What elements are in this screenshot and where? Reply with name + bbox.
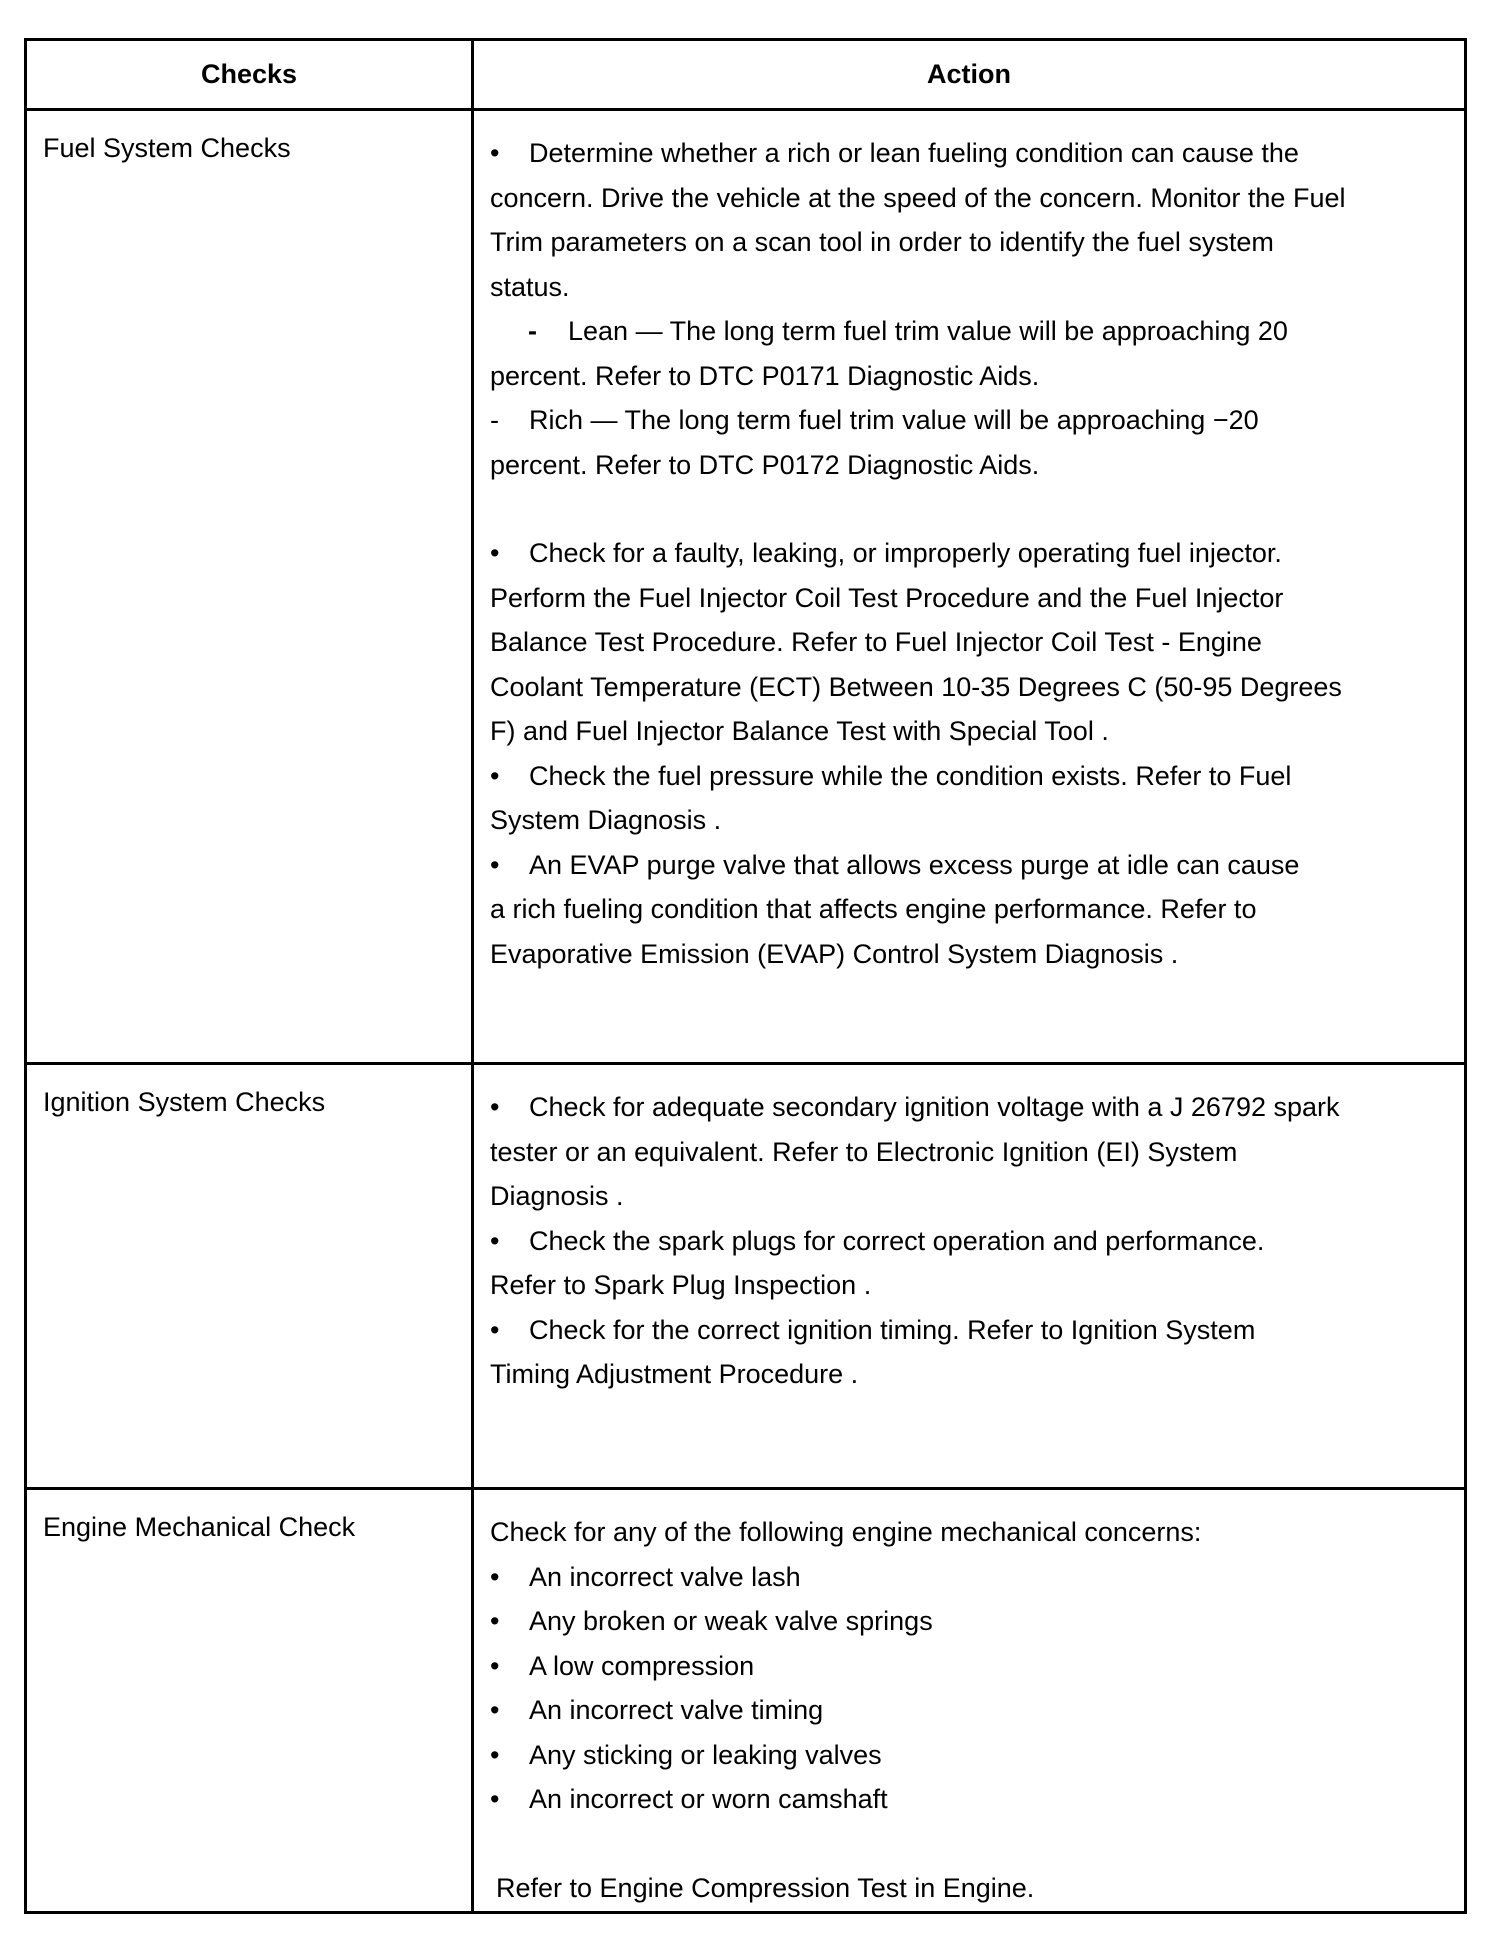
- action-text: status.: [490, 271, 570, 302]
- check-name: Engine Mechanical Check: [43, 1512, 356, 1542]
- action-text: Determine whether a rich or lean fueling condition can cause the: [529, 138, 1299, 168]
- action-line: [490, 1263, 1464, 1308]
- action-text: Evaporative Emission (EVAP) Control System Diagnosis .: [490, 938, 1179, 969]
- action-line: [490, 887, 1464, 932]
- bullet-icon: •: [490, 538, 500, 568]
- bullet-icon: •: [490, 1092, 500, 1122]
- action-line: [490, 1352, 1464, 1397]
- action-cell: [473, 110, 1466, 1064]
- action-text: a rich fueling condition that affects engine performance. Refer to: [490, 894, 1257, 924]
- bullet-icon: •: [490, 1606, 500, 1636]
- action-line: [490, 354, 1464, 399]
- check-name-cell: [26, 110, 473, 1064]
- action-line: [490, 1777, 1464, 1822]
- bullet-icon: •: [490, 138, 500, 168]
- action-text: Refer to Spark Plug Inspection .: [490, 1270, 872, 1300]
- action-line: [490, 531, 1464, 576]
- action-text: Perform the Fuel Injector Coil Test Procedure and the Fuel Injector: [490, 582, 1284, 613]
- check-name: Fuel System Checks: [43, 133, 291, 163]
- action-line: [490, 220, 1464, 265]
- action-text: Rich — The long term fuel trim value will be approaching −20: [529, 405, 1259, 435]
- action-line: [490, 754, 1464, 799]
- action-line: [490, 1733, 1464, 1778]
- action-text: Timing Adjustment Procedure .: [490, 1359, 859, 1389]
- action-line: [490, 932, 1464, 977]
- action-text: An EVAP purge valve that allows excess purge at idle can cause: [529, 849, 1300, 880]
- action-text: Lean — The long term fuel trim value will be approaching 20: [568, 316, 1288, 346]
- action-line: [490, 709, 1464, 754]
- table-header-row: [26, 40, 1466, 110]
- action-text: Balance Test Procedure. Refer to Fuel Injector Coil Test - Engine: [490, 627, 1262, 657]
- action-text: Any broken or weak valve springs: [529, 1606, 933, 1636]
- action-text: concern. Drive the vehicle at the speed of the concern. Monitor the Fuel: [490, 182, 1346, 213]
- table-row: [26, 1489, 1466, 1913]
- action-line: [490, 309, 1464, 354]
- action-line: [490, 1130, 1464, 1175]
- check-name-cell: [26, 1064, 473, 1489]
- action-text: System Diagnosis .: [490, 805, 722, 835]
- action-text: Check for adequate secondary ignition voltage with a J 26792 spark: [529, 1092, 1340, 1122]
- action-line: [490, 665, 1464, 710]
- dash-icon: -: [528, 316, 537, 346]
- action-line: [490, 798, 1464, 843]
- action-line: [490, 1174, 1464, 1219]
- bullet-icon: •: [490, 1561, 500, 1592]
- action-text: Check for the correct ignition timing. Refer to Ignition System: [529, 1314, 1256, 1345]
- bullet-icon: •: [490, 1784, 500, 1814]
- action-text: Check the spark plugs for correct operation and performance.: [529, 1225, 1265, 1256]
- action-line: [490, 1688, 1464, 1733]
- action-line: [490, 1510, 1464, 1555]
- action-text: tester or an equivalent. Refer to Electronic Ignition (EI) System: [490, 1136, 1238, 1167]
- action-text: Any sticking or leaking valves: [529, 1739, 882, 1770]
- action-text: Diagnosis .: [490, 1181, 624, 1211]
- table-row: [26, 110, 1466, 1064]
- action-text: percent. Refer to DTC P0172 Diagnostic Aids.: [490, 449, 1040, 480]
- action-line: [490, 398, 1464, 443]
- bullet-icon: •: [490, 1739, 500, 1770]
- action-cell: [473, 1489, 1466, 1913]
- action-text: Check for any of the following engine mechanical concerns:: [490, 1517, 1202, 1547]
- header-action: Action: [473, 40, 1466, 110]
- action-text: Refer to Engine Compression Test in Engine.: [496, 1872, 1035, 1903]
- action-text: Coolant Temperature (ECT) Between 10-35 Degrees C (50-95 Degrees: [490, 671, 1342, 702]
- action-line: [490, 1644, 1464, 1689]
- diagnostic-checks-table: [24, 38, 1467, 1914]
- dash-icon: -: [490, 405, 499, 435]
- action-line: [490, 131, 1464, 176]
- action-line: [490, 1219, 1464, 1264]
- action-line: [490, 843, 1464, 888]
- action-line: [490, 265, 1464, 310]
- bullet-icon: •: [490, 760, 500, 791]
- bullet-icon: •: [490, 1695, 500, 1725]
- action-text: A low compression: [529, 1650, 755, 1681]
- check-name: Ignition System Checks: [43, 1087, 326, 1117]
- action-cell: [473, 1064, 1466, 1489]
- action-line: [490, 576, 1464, 621]
- action-text: An incorrect valve timing: [529, 1695, 824, 1725]
- bullet-icon: •: [490, 1314, 500, 1345]
- action-text: An incorrect or worn camshaft: [529, 1784, 888, 1814]
- blank-line: [490, 487, 1464, 531]
- action-line: [490, 176, 1464, 221]
- blank-line: [490, 1822, 1464, 1866]
- action-text: F) and Fuel Injector Balance Test with Special Tool .: [490, 716, 1109, 746]
- bullet-icon: •: [490, 1650, 500, 1681]
- action-line: [490, 1085, 1464, 1130]
- action-text: An incorrect valve lash: [529, 1561, 801, 1592]
- action-text: percent. Refer to DTC P0171 Diagnostic Aids.: [490, 360, 1040, 391]
- header-checks: Checks: [26, 40, 473, 110]
- action-text: Trim parameters on a scan tool in order to identify the fuel system: [490, 227, 1274, 257]
- action-text: Check for a faulty, leaking, or improperly operating fuel injector.: [529, 538, 1282, 568]
- action-text: Check the fuel pressure while the condition exists. Refer to Fuel: [529, 760, 1292, 791]
- action-line: [490, 443, 1464, 488]
- action-line: [490, 1555, 1464, 1600]
- bullet-icon: •: [490, 1225, 500, 1256]
- table-row: [26, 1064, 1466, 1489]
- action-line: [490, 1308, 1464, 1353]
- action-line: [490, 1866, 1464, 1911]
- action-line: [490, 1599, 1464, 1644]
- bullet-icon: •: [490, 849, 500, 880]
- check-name-cell: [26, 1489, 473, 1913]
- action-line: [490, 620, 1464, 665]
